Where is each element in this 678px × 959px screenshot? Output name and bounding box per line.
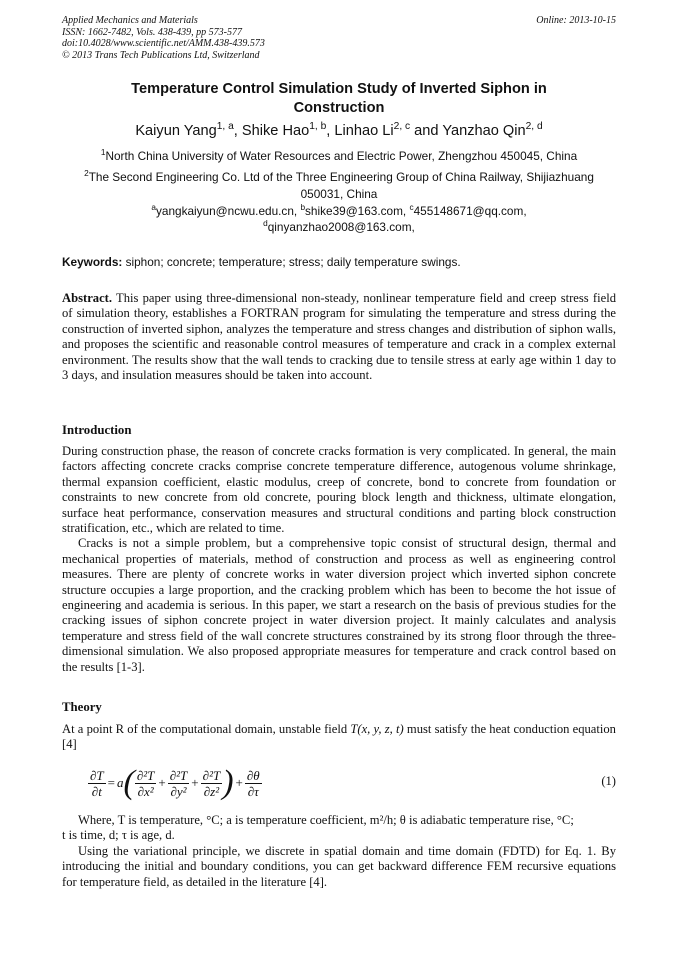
denominator: ∂y²: [170, 783, 187, 799]
author-name: Linhao Li: [334, 123, 394, 139]
doi-line: doi:10.4028/www.scientific.net/AMM.438-439.573: [62, 38, 265, 50]
fraction: [88, 768, 106, 799]
journal-header: [62, 15, 616, 61]
affiliation-text: North China University of Water Resources and Electric Power, Zhengzhou 450045, China: [105, 149, 578, 163]
author-sep: and: [410, 123, 443, 139]
section-heading-theory: Theory: [62, 700, 102, 714]
equation-1: [88, 762, 616, 804]
equation-number: (1): [601, 774, 616, 788]
fraction: [168, 768, 190, 799]
paragraph: During construction phase, the reason of concrete cracks formation is very complicated. In general, the main factors affecting concrete cracks comprise concrete temperature difference, autogenous volume shrinkage, thermal expansion coefficient, elastic modulus, creep of concrete, bond to concrete from foundation or constraints to new concrete from old concrete, pouring block length and thickness, ultimate elongation, surface heat performance, conservation measures and structural conditions and parting block construction stratification, etc., which are related to time.: [62, 444, 616, 536]
author-name: Shike Hao: [241, 123, 310, 139]
denominator: ∂z²: [203, 783, 220, 799]
email-sup: b: [300, 203, 306, 213]
affiliation-1: [62, 148, 616, 165]
right-paren: ): [222, 764, 234, 801]
denominator: ∂t: [91, 783, 102, 799]
author-list: [62, 121, 616, 141]
denominator: ∂τ: [247, 783, 259, 799]
email-link[interactable]: 455148671@qq.com,: [413, 204, 527, 218]
paragraph-text: must satisfy the heat conduction equation [4]: [62, 722, 616, 752]
fraction: [245, 768, 262, 799]
left-paren: (: [123, 764, 135, 801]
email-sup: d: [263, 219, 268, 229]
fraction: [135, 768, 157, 799]
introduction-body: [62, 444, 616, 675]
paper-title: [62, 80, 616, 118]
plus-sign: +: [191, 775, 199, 790]
fraction: [201, 768, 223, 799]
numerator: ∂T: [90, 767, 104, 783]
issn-line: ISSN: 1662-7482, Vols. 438-439, pp 573-577: [62, 26, 242, 38]
email-link[interactable]: qinyanzhao2008@163.com,: [267, 220, 415, 234]
paragraph: t is time, d; τ is age, d.: [62, 828, 175, 843]
section-heading-introduction: Introduction: [62, 423, 132, 437]
paragraph-text: At a point R of the computational domain, unstable field: [62, 722, 351, 736]
keywords-text: siphon; concrete; temperature; stress; daily temperature swings.: [122, 255, 461, 269]
numerator: ∂²T: [169, 767, 188, 783]
numerator: ∂²T: [136, 767, 155, 783]
abstract: [62, 291, 616, 383]
denominator: ∂x²: [137, 783, 154, 799]
author-sep: ,: [326, 123, 335, 139]
author-name: Kaiyun Yang: [135, 123, 217, 139]
author-sup: 2, c: [393, 121, 411, 133]
abstract-label: Abstract.: [62, 291, 113, 305]
affiliation-2: [62, 169, 616, 203]
field-symbol: T: [350, 722, 358, 736]
plus-sign: +: [158, 775, 166, 790]
email-list: [62, 203, 616, 235]
theory-intro: [62, 722, 616, 753]
title-line-1: Temperature Control Simulation Study of Inverted Siphon in: [131, 81, 547, 97]
keywords: [62, 254, 616, 270]
numerator: ∂²T: [202, 767, 221, 783]
email-sup: c: [409, 203, 414, 213]
equals-sign: =: [107, 775, 115, 790]
paragraph: Using the variational principle, we discrete in spatial domain and time domain (FDTD) for Eq. 1. By introducing the initial and boundary conditions, you can get backward difference FEM recursive equations for temperature field, as detailed in the literature [4].: [62, 843, 616, 889]
online-date: Online: 2013-10-15: [536, 15, 616, 26]
author-sup: 2, d: [525, 121, 543, 133]
title-line-2: Construction: [293, 100, 385, 116]
numerator: ∂θ: [246, 767, 260, 783]
keywords-label: Keywords:: [62, 255, 123, 269]
abstract-text: This paper using three-dimensional non-steady, nonlinear temperature field and creep stress field of simulation theory, establishes a FORTRAN program for simulating the temperature and stress during the construction of inverted siphon, analyzes the temperature and stress changes and distribution of siphon walls, and proposes the scientific and reasonable control measures of temperature and crack in a complex external environment. The results show that the wall tends to cracking due to tensile stress at early age within 1 day to 3 days, and insulation measures should be taken into account.: [62, 291, 616, 383]
journal-name: Applied Mechanics and Materials: [62, 15, 198, 26]
coefficient: a: [117, 775, 124, 790]
author-sup: 1, b: [309, 121, 327, 133]
theory-body: [62, 813, 616, 890]
paragraph: Cracks is not a simple problem, but a comprehensive topic consist of structural design, thermal and mechanical properties of materials, method of construction and process as well as engineering control measures. There are plenty of concrete works in water diversion project which inverted siphon concrete structure occupies a large proportion, and the cracking problem which has been to become the hot issue of engineering and academia is serious. In this paper, we start a research on the basis of previous studies for the cracking issues of siphon concrete project in water diversion project. It mainly calculates and analysis temperature and stress field of the wall concrete structures constrained by its strong floor through the three-dimensional simulation. We also proposed appropriate measures for temperature and crack control based on the results [1-3].: [62, 536, 616, 674]
paragraph: Where, T is temperature, °C; a is temperature coefficient, m²/h; θ is adiabatic temperature rise, °C;: [78, 813, 574, 827]
author-sep: ,: [233, 123, 242, 139]
author-name: Yanzhao Qin: [442, 123, 526, 139]
affiliation-sup: 2: [84, 169, 89, 179]
plus-sign: +: [235, 775, 243, 790]
affiliation-text: The Second Engineering Co. Ltd of the Three Engineering Group of China Railway, Shijiazhuang: [88, 170, 594, 184]
author-sup: 1, a: [216, 121, 234, 133]
copyright-line: © 2013 Trans Tech Publications Ltd, Switzerland: [62, 49, 260, 61]
email-sup: a: [151, 203, 156, 213]
affiliation-text: 050031, China: [300, 187, 378, 201]
field-args: (x, y, z, t): [357, 722, 404, 736]
email-link[interactable]: yangkaiyun@ncwu.edu.cn,: [155, 204, 301, 218]
affiliation-sup: 1: [100, 148, 106, 158]
email-link[interactable]: shike39@163.com,: [305, 204, 410, 218]
